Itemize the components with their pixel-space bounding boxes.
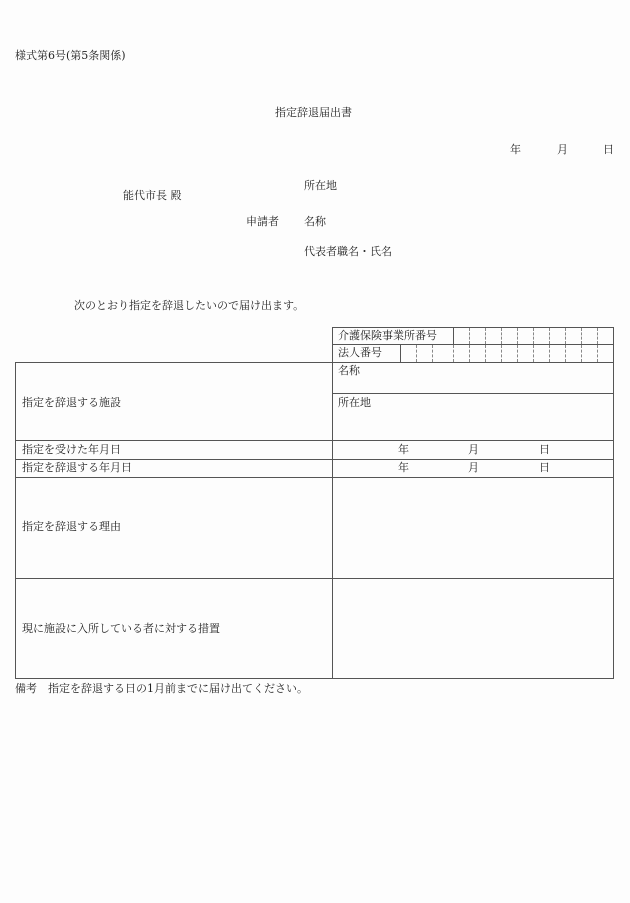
- facility-name-field[interactable]: [333, 363, 613, 393]
- addressee: 能代市長 殿: [123, 189, 182, 202]
- form-number: 様式第6号(第5条関係): [15, 49, 126, 62]
- applicant-name-label: 名称: [304, 215, 326, 228]
- corporate-number-label: 法人番号: [338, 346, 382, 359]
- designated-year-unit: 年: [398, 443, 409, 456]
- corporate-number-input[interactable]: [401, 345, 613, 362]
- designated-month-unit: 月: [468, 443, 479, 456]
- document-title: 指定辞退届出書: [275, 106, 352, 119]
- reason-field[interactable]: [333, 478, 613, 578]
- intro-text: 次のとおり指定を辞退したいので届け出ます。: [74, 299, 305, 312]
- designated-day-unit: 日: [539, 443, 550, 456]
- designated-date-label: 指定を受けた年月日: [22, 443, 121, 456]
- withdraw-date-field[interactable]: [333, 460, 613, 477]
- care-insurance-number-label: 介護保険事業所番号: [338, 329, 437, 342]
- measures-field[interactable]: [333, 579, 613, 678]
- withdraw-date-label: 指定を辞退する年月日: [22, 461, 132, 474]
- applicant-label: 申請者: [246, 215, 279, 228]
- care-insurance-number-input[interactable]: [454, 328, 613, 344]
- date-day-label: 日: [603, 143, 614, 156]
- reason-label: 指定を辞退する理由: [22, 520, 121, 533]
- withdraw-month-unit: 月: [468, 461, 479, 474]
- withdraw-day-unit: 日: [539, 461, 550, 474]
- facility-name-label: 名称: [338, 364, 360, 377]
- facility-address-label: 所在地: [338, 396, 371, 409]
- withdraw-year-unit: 年: [398, 461, 409, 474]
- date-year-label: 年: [510, 143, 521, 156]
- measures-label: 現に施設に入所している者に対する措置: [22, 622, 220, 635]
- applicant-address-label: 所在地: [304, 179, 337, 192]
- applicant-representative-label: 代表者職名・氏名: [304, 245, 392, 258]
- facility-address-field[interactable]: [333, 394, 613, 440]
- date-month-label: 月: [557, 143, 568, 156]
- remarks-note: 備考 指定を辞退する日の1月前までに届け出てください。: [15, 682, 308, 695]
- designated-date-field[interactable]: [333, 441, 613, 459]
- facility-label: 指定を辞退する施設: [22, 396, 121, 409]
